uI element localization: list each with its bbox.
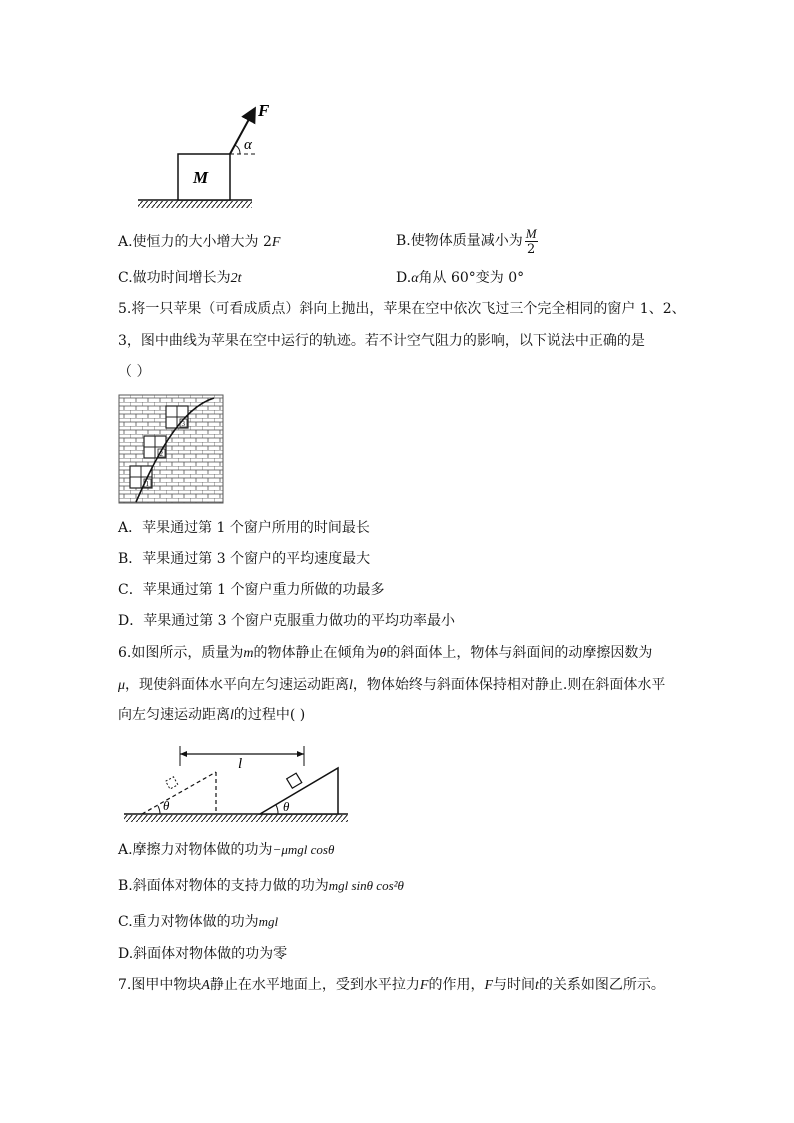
final-angle-label: θ — [283, 799, 290, 814]
incline-figure — [118, 736, 358, 830]
window-1-label: 1 — [145, 480, 149, 488]
angle-arc — [235, 145, 240, 154]
q7-stem: 7.图甲中物块A静止在水平地面上，受到水平拉力F的作用，F与时间t的关系如图乙所示。 — [118, 977, 665, 993]
q5-option-a: A．苹果通过第 1 个窗户所用的时间最长 — [118, 520, 370, 536]
q6-stem-line2: μ，现使斜面体水平向左匀速运动距离l，物体始终与斜面体保持相对静止.则在斜面体水平 — [118, 677, 666, 693]
q6-option-d: D.斜面体对物体做的功为零 — [118, 946, 288, 962]
ground-hatch — [124, 815, 348, 822]
window-2-label: 2 — [159, 450, 163, 458]
initial-incline-dashed — [142, 772, 216, 814]
q6-stem-line1: 6.如图所示，质量为m的物体静止在倾角为θ的斜面体上，物体与斜面间的动摩擦因数为 — [118, 645, 653, 661]
final-incline — [260, 768, 338, 814]
force-label: F — [258, 101, 270, 120]
q5-option-b: B．苹果通过第 3 个窗户的平均速度最大 — [118, 551, 371, 567]
q4-option-b: B.使物体质量减小为 $\frac{M}{2}$ — [396, 225, 537, 257]
angle-label: α — [244, 137, 252, 153]
brick-wall-figure — [118, 394, 224, 504]
q4-option-c: C.做功时间增长为2t — [118, 270, 242, 286]
q6-option-a: A.摩擦力对物体做的功为−μmgl cosθ — [118, 842, 335, 858]
distance-label: l — [238, 756, 243, 772]
q4-option-d: D.α角从 60°变为 0° — [396, 270, 525, 286]
q5-stem-line2: 3，图中曲线为苹果在空中运行的轨迹。若不计空气阻力的影响，以下说法中正确的是 — [118, 333, 645, 349]
initial-angle-label: θ — [163, 798, 170, 813]
window-1 — [130, 466, 152, 488]
q5-stem-line1: 5.将一只苹果（可看成质点）斜向上抛出，苹果在空中依次飞过三个完全相同的窗户 1、2、 — [118, 301, 686, 317]
window-3-label: 3 — [181, 420, 185, 428]
q6-option-c: C.重力对物体做的功为mgl — [118, 914, 279, 930]
q6-option-b: B.斜面体对物体的支持力做的功为mgl sinθ cos²θ — [118, 878, 404, 894]
block-label: M — [193, 168, 209, 187]
q5-answer-paren: （ ） — [118, 364, 151, 380]
mass-fraction: $\frac{M}{2}$ — [525, 225, 537, 257]
block-force-figure — [130, 96, 290, 216]
q6-stem-line3: 向左匀速运动距离l的过程中( ) — [118, 707, 306, 723]
q4-option-a: A.使恒力的大小增大为 2F — [118, 234, 281, 250]
q5-option-d: D．苹果通过第 3 个窗户克服重力做功的平均功率最小 — [118, 613, 456, 629]
ground-hatch — [138, 201, 252, 208]
q5-option-c: C．苹果通过第 1 个窗户重力所做的功最多 — [118, 582, 385, 598]
